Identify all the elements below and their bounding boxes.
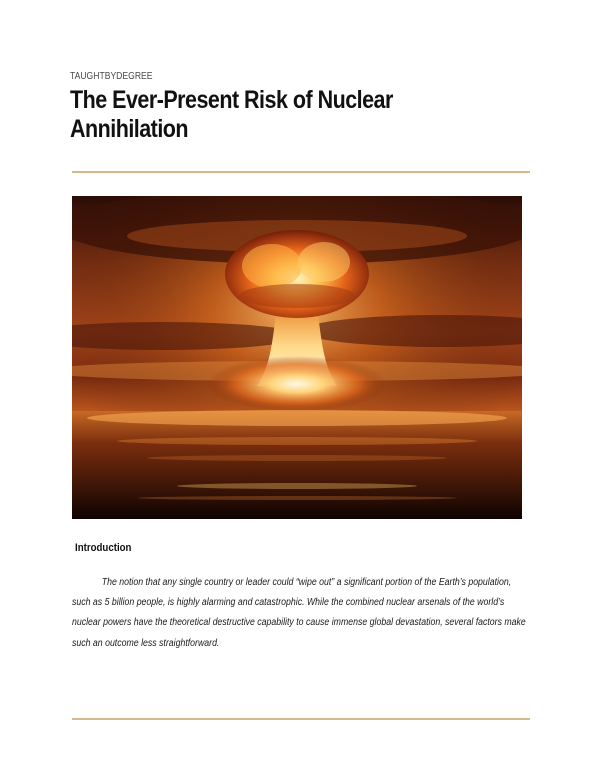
intro-paragraph: The notion that any single country or leader could “wipe out” a significant portion of the Earth’s population, such as 5 billion people, is highly alarming and catastrophic. While the combined nuclear arsenals of the world’s nuclear powers have the theoretical destructive capability to cause immense global devastation, several factors make such an outcome less straightforward. [72,577,526,649]
bottom-divider [72,718,530,720]
hero-image [72,196,522,519]
top-divider [72,171,530,173]
section-heading-introduction: Introduction [75,542,132,554]
page-title: The Ever-Present Risk of Nuclear Annihilation [70,86,393,143]
site-name: TAUGHTBYDEGREE [70,71,153,82]
